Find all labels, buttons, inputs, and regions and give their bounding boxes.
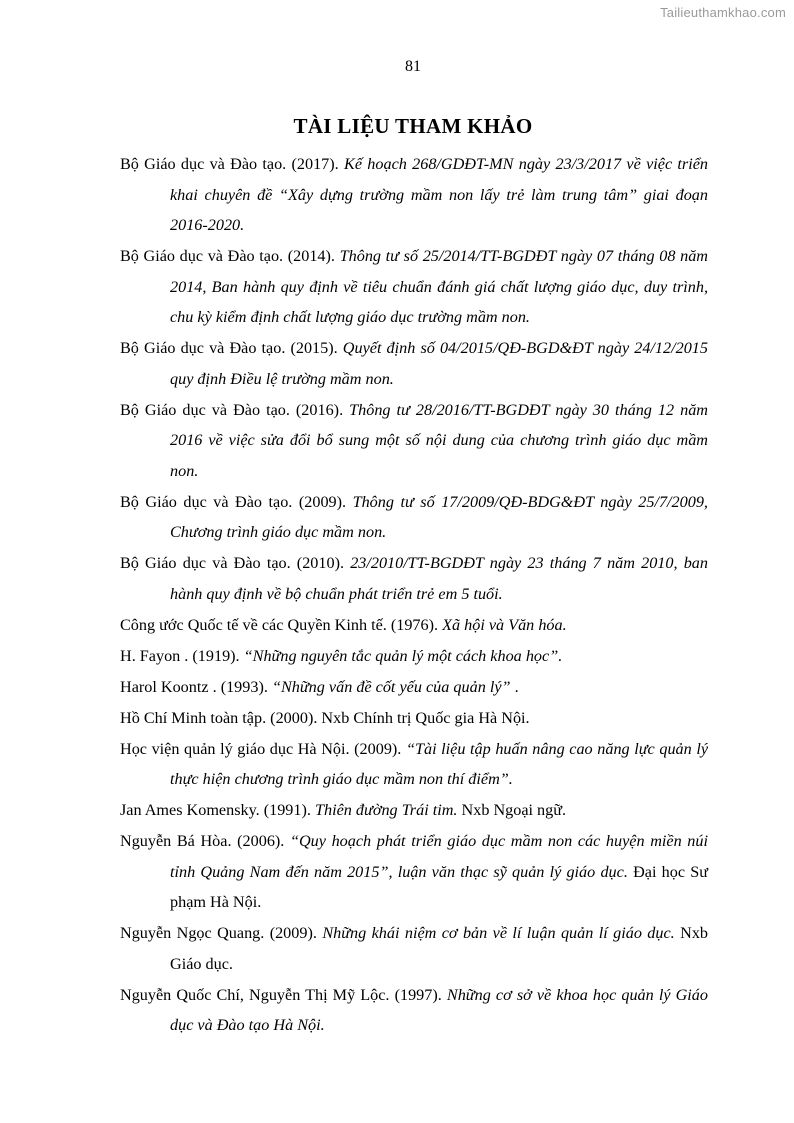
reference-work: “Những nguyên tắc quản lý một cách khoa học”. — [243, 646, 563, 665]
reference-author: H. Fayon . (1919). — [120, 646, 244, 665]
reference-author: Bộ Giáo dục và Đào tạo. (2017). — [120, 155, 345, 173]
reference-work: “Tài liệu tập huấn nâng cao năng lực quản lý thực hiện chương trình giáo dục mầm non thí điểm”. — [170, 739, 709, 788]
reference-work: Những khái niệm cơ bản về lí luận quản lí giáo dục. — [322, 924, 675, 942]
page-title: TÀI LIỆU THAM KHẢO — [293, 114, 533, 138]
reference-author: Nguyễn Bá Hòa. (2006). — [120, 832, 290, 850]
reference-item — [120, 149, 708, 241]
reference-author: Hồ Chí Minh toàn tập. (2000). Nxb Chính trị Quốc gia Hà Nội. — [120, 708, 530, 727]
reference-author: Bộ Giáo dục và Đào tạo. (2015). — [120, 339, 343, 357]
reference-author: Jan Ames Komensky. (1991). — [120, 801, 315, 819]
reference-item — [120, 395, 708, 487]
reference-item — [120, 980, 708, 1041]
reference-work: Thiên đường Trái tim. — [314, 801, 458, 819]
reference-work: Thông tư số 25/2014/TT-BGDĐT ngày 07 tháng 08 năm 2014, Ban hành quy định về tiêu chuẩn đánh giá chất lượng giáo dục, duy trình, chu kỳ kiểm định chất lượng giáo dục trường mầm non. — [170, 247, 708, 326]
reference-work: 23/2010/TT-BGDĐT ngày 23 tháng 7 năm 2010, ban hành quy định về bộ chuẩn phát triển trẻ em 5 tuổi. — [170, 554, 708, 603]
reference-tail: . — [510, 677, 519, 696]
reference-item — [120, 548, 708, 609]
reference-item — [120, 795, 708, 826]
reference-work: Những cơ sở về khoa học quản lý Giáo dục và Đào tạo Hà Nội. — [170, 985, 708, 1034]
reference-work: Xã hội và Văn hóa. — [442, 615, 567, 634]
reference-author: Nguyễn Quốc Chí, Nguyễn Thị Mỹ Lộc. (1997). — [120, 985, 447, 1004]
reference-item — [120, 672, 708, 703]
reference-item — [120, 241, 708, 333]
reference-work: “Quy hoạch phát triển giáo dục mầm non các huyện miền núi tỉnh Quảng Nam đến năm 2015”, luận văn thạc sỹ quản lý giáo dục. — [170, 832, 708, 881]
reference-item — [120, 641, 708, 672]
reference-work: Kế hoạch 268/GDĐT-MN ngày 23/3/2017 về việc triển khai chuyên đề “Xây dựng trường mầm non lấy trẻ làm trung tâm” giai đoạn 2016-2020. — [170, 155, 708, 234]
reference-author: Harol Koontz . (1993). — [120, 677, 272, 696]
reference-author: Bộ Giáo dục và Đào tạo. (2016). — [120, 400, 350, 419]
reference-tail: Nxb Giáo dục. — [170, 924, 709, 973]
reference-work: Quyết định số 04/2015/QĐ-BGD&ĐT ngày 24/12/2015 quy định Điều lệ trường mầm non. — [170, 339, 708, 388]
reference-item — [120, 826, 708, 918]
reference-author: Bộ Giáo dục và Đào tạo. (2010). — [120, 554, 351, 572]
reference-item — [120, 703, 708, 734]
reference-author: Công ước Quốc tế về các Quyền Kinh tế. (1976). — [120, 615, 443, 634]
reference-item — [120, 734, 708, 795]
reference-author: Bộ Giáo dục và Đào tạo. (2014). — [120, 247, 340, 265]
reference-work: Thông tư 28/2016/TT-BGDĐT ngày 30 tháng 12 năm 2016 về việc sửa đổi bổ sung một số nội dung của chương trình giáo dục mầm non. — [170, 400, 708, 480]
reference-author: Bộ Giáo dục và Đào tạo. (2009). — [120, 492, 353, 511]
reference-work: Thông tư số 17/2009/QĐ-BDG&ĐT ngày 25/7/2009, Chương trình giáo dục mầm non. — [170, 492, 708, 541]
reference-item — [120, 610, 708, 641]
reference-author: Nguyễn Ngọc Quang. (2009). — [120, 924, 323, 942]
page-number: 81 — [405, 58, 421, 75]
reference-item — [120, 333, 708, 394]
reference-work: “Những vấn đề cốt yếu của quản lý” — [271, 677, 511, 696]
reference-item — [120, 918, 708, 979]
reference-item — [120, 487, 708, 548]
reference-tail: Nxb Ngoại ngữ. — [457, 801, 567, 819]
watermark-text: Tailieuthamkhao.com — [660, 5, 786, 20]
reference-author: Học viện quản lý giáo dục Hà Nội. (2009). — [120, 739, 406, 758]
reference-tail: Đại học Sư phạm Hà Nội. — [170, 862, 708, 911]
reference-list — [120, 149, 708, 1041]
